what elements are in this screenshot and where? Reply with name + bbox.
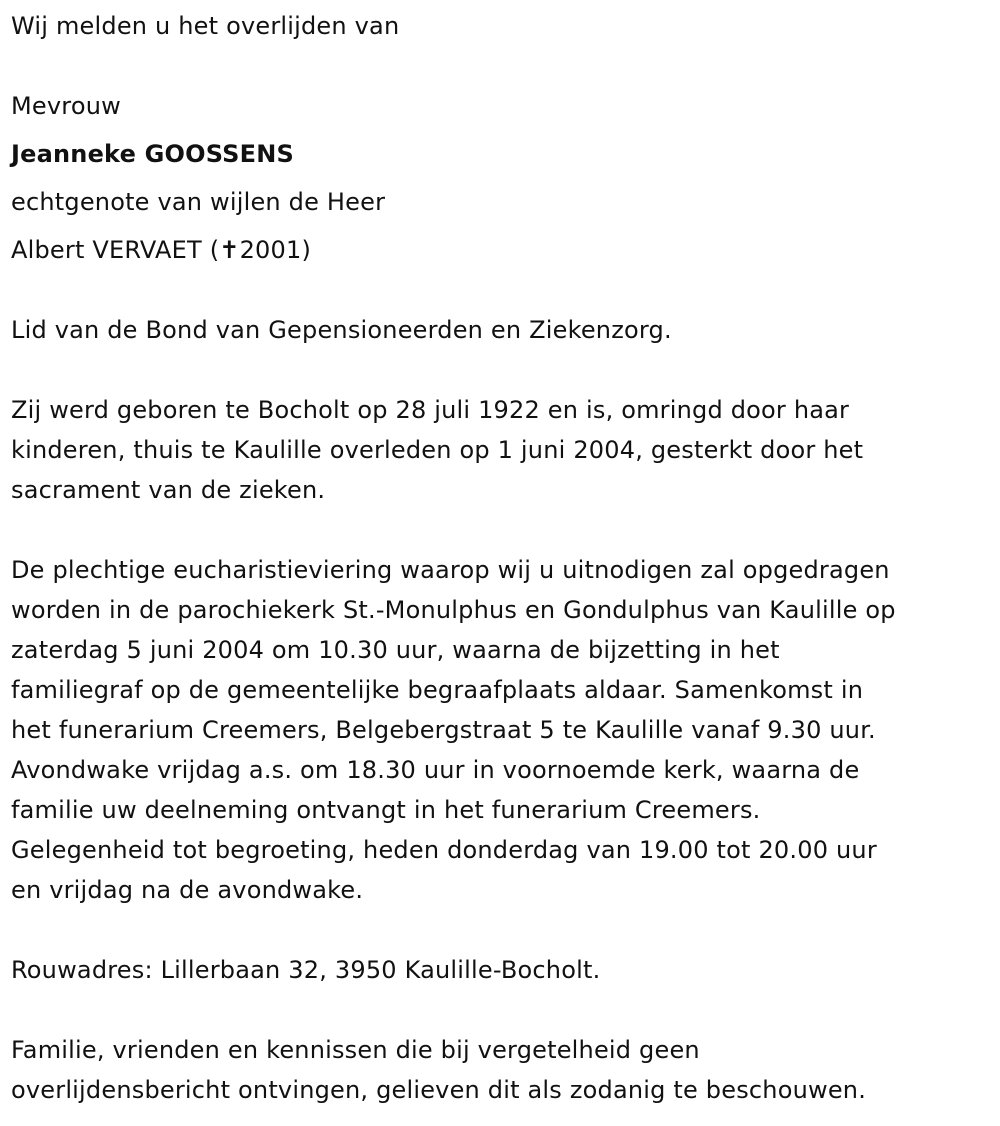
paragraph-line: familiegraf op de gemeentelijke begraafplaats aldaar. Samenkomst in: [11, 676, 864, 704]
paragraph-line: sacrament van de zieken.: [11, 476, 326, 504]
spouse-name: Albert VERVAET (✝2001): [11, 236, 312, 264]
intro-text: Wij melden u het overlijden van: [11, 12, 400, 40]
spouse-line: echtgenote van wijlen de Heer: [11, 188, 386, 216]
paragraph-line: Avondwake vrijdag a.s. om 18.30 uur in voornoemde kerk, waarna de: [11, 756, 860, 784]
paragraph-line: overlijdensbericht ontvingen, gelieven dit als zodanig te beschouwen.: [11, 1076, 867, 1104]
paragraph-line: familie uw deelneming ontvangt in het funerarium Creemers.: [11, 796, 761, 824]
paragraph-line: zaterdag 5 juni 2004 om 10.30 uur, waarna de bijzetting in het: [11, 636, 780, 664]
paragraph-line: Familie, vrienden en kennissen die bij vergetelheid geen: [11, 1036, 700, 1064]
birth-death-paragraph: [11, 390, 986, 510]
paragraph-line: De plechtige eucharistieviering waarop wij u uitnodigen zal opgedragen: [11, 556, 890, 584]
paragraph-line: kinderen, thuis te Kaulille overleden op 1 juni 2004, gesterkt door het: [11, 436, 864, 464]
paragraph-line: Gelegenheid tot begroeting, heden donderdag van 19.00 tot 20.00 uur: [11, 836, 877, 864]
paragraph-line: het funerarium Creemers, Belgebergstraat 5 te Kaulille vanaf 9.30 uur.: [11, 716, 876, 744]
paragraph-line: Zij werd geboren te Bocholt op 28 juli 1922 en is, omringd door haar: [11, 396, 850, 424]
ceremony-paragraph: [11, 550, 986, 910]
deceased-name: Jeanneke GOOSSENS: [11, 140, 294, 168]
closing-paragraph: [11, 1030, 986, 1110]
membership-text: Lid van de Bond van Gepensioneerden en Ziekenzorg.: [11, 316, 672, 344]
paragraph-line: worden in de parochiekerk St.-Monulphus en Gondulphus van Kaulille op: [11, 596, 896, 624]
title-text: Mevrouw: [11, 92, 121, 120]
paragraph-line: en vrijdag na de avondwake.: [11, 876, 364, 904]
address-text: Rouwadres: Lillerbaan 32, 3950 Kaulille-Bocholt.: [11, 956, 601, 984]
